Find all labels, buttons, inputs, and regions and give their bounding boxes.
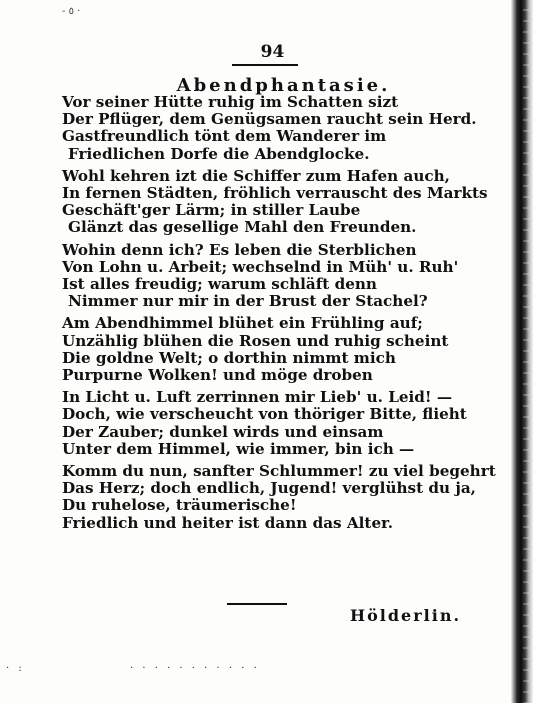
binding-texture xyxy=(523,0,529,703)
poem-line: Am Abendhimmel blühet ein Frühling auf; xyxy=(62,314,423,333)
stanza-3 xyxy=(62,242,498,311)
poem-line: In Licht u. Luft zerrinnen mir Lieb' u. Leid! — xyxy=(62,388,453,407)
stanza-6 xyxy=(62,463,498,532)
poem-title: Abendphantasie. xyxy=(176,75,391,96)
poem-line: Gastfreundlich tönt dem Wanderer im xyxy=(62,127,387,146)
poem-line: In fernen Städten, fröhlich verrauscht des Markts xyxy=(62,184,488,203)
poem-line: Purpurne Wolken! und möge droben xyxy=(62,366,373,385)
poem-line: Der Pflüger, dem Genügsamen raucht sein Herd. xyxy=(62,110,477,129)
poem-body xyxy=(62,94,498,537)
poem-line: Doch, wie verscheucht von thöriger Bitte, flieht xyxy=(62,405,467,424)
bottom-margin-specks xyxy=(0,663,533,674)
page-binding-edge xyxy=(511,0,533,703)
poem-line: Glänzt das gesellige Mahl den Freunden. xyxy=(68,218,417,237)
poem-author: Hölderlin. xyxy=(350,606,462,625)
poem-line: Komm du nun, sanfter Schlummer! zu viel begehrt xyxy=(62,462,496,481)
poem-line: Die goldne Welt; o dorthin nimmt mich xyxy=(62,348,396,367)
poem-line: Von Lohn u. Arbeit; wechselnd in Müh' u. Ruh' xyxy=(62,257,459,276)
poem-line: Wohl kehren izt die Schiffer zum Hafen auch, xyxy=(62,166,450,185)
bottom-mark-left: · : xyxy=(6,663,25,674)
poem-line: Du ruhelose, träumerische! xyxy=(62,496,297,515)
stanza-2 xyxy=(62,168,498,237)
stanza-5 xyxy=(62,389,498,458)
closing-rule xyxy=(227,603,287,605)
poem-line: Friedlichen Dorfe die Abendglocke. xyxy=(68,144,370,163)
poem-line: Das Herz; doch endlich, Jugend! verglühst du ja, xyxy=(62,479,476,498)
poem-line: Nimmer nur mir in der Brust der Stachel? xyxy=(68,292,428,311)
stanza-4 xyxy=(62,315,498,384)
poem-line: Vor seiner Hütte ruhig im Schatten sizt xyxy=(62,93,399,111)
poem-line: Unter dem Himmel, wie immer, bin ich — xyxy=(62,439,415,458)
poem-line: Unzählig blühen die Rosen und ruhig scheint xyxy=(62,331,449,350)
poem-line: Der Zauber; dunkel wirds und einsam xyxy=(62,422,384,441)
page-number: 94 xyxy=(260,42,285,62)
page-number-rule xyxy=(232,64,298,66)
poem-line: Geschäft'ger Lärm; in stiller Laube xyxy=(62,201,361,220)
stanza-1 xyxy=(62,94,498,163)
poem-line: Wohin denn ich? Es leben die Sterblichen xyxy=(62,240,417,259)
poem-line: Ist alles freudig; warum schläft denn xyxy=(62,275,377,294)
bottom-mark-right: · · · · · · · · · · · xyxy=(130,663,260,674)
poem-line: Friedlich und heiter ist dann das Alter. xyxy=(62,513,393,532)
top-margin-mark: - ٥ · xyxy=(62,6,81,17)
